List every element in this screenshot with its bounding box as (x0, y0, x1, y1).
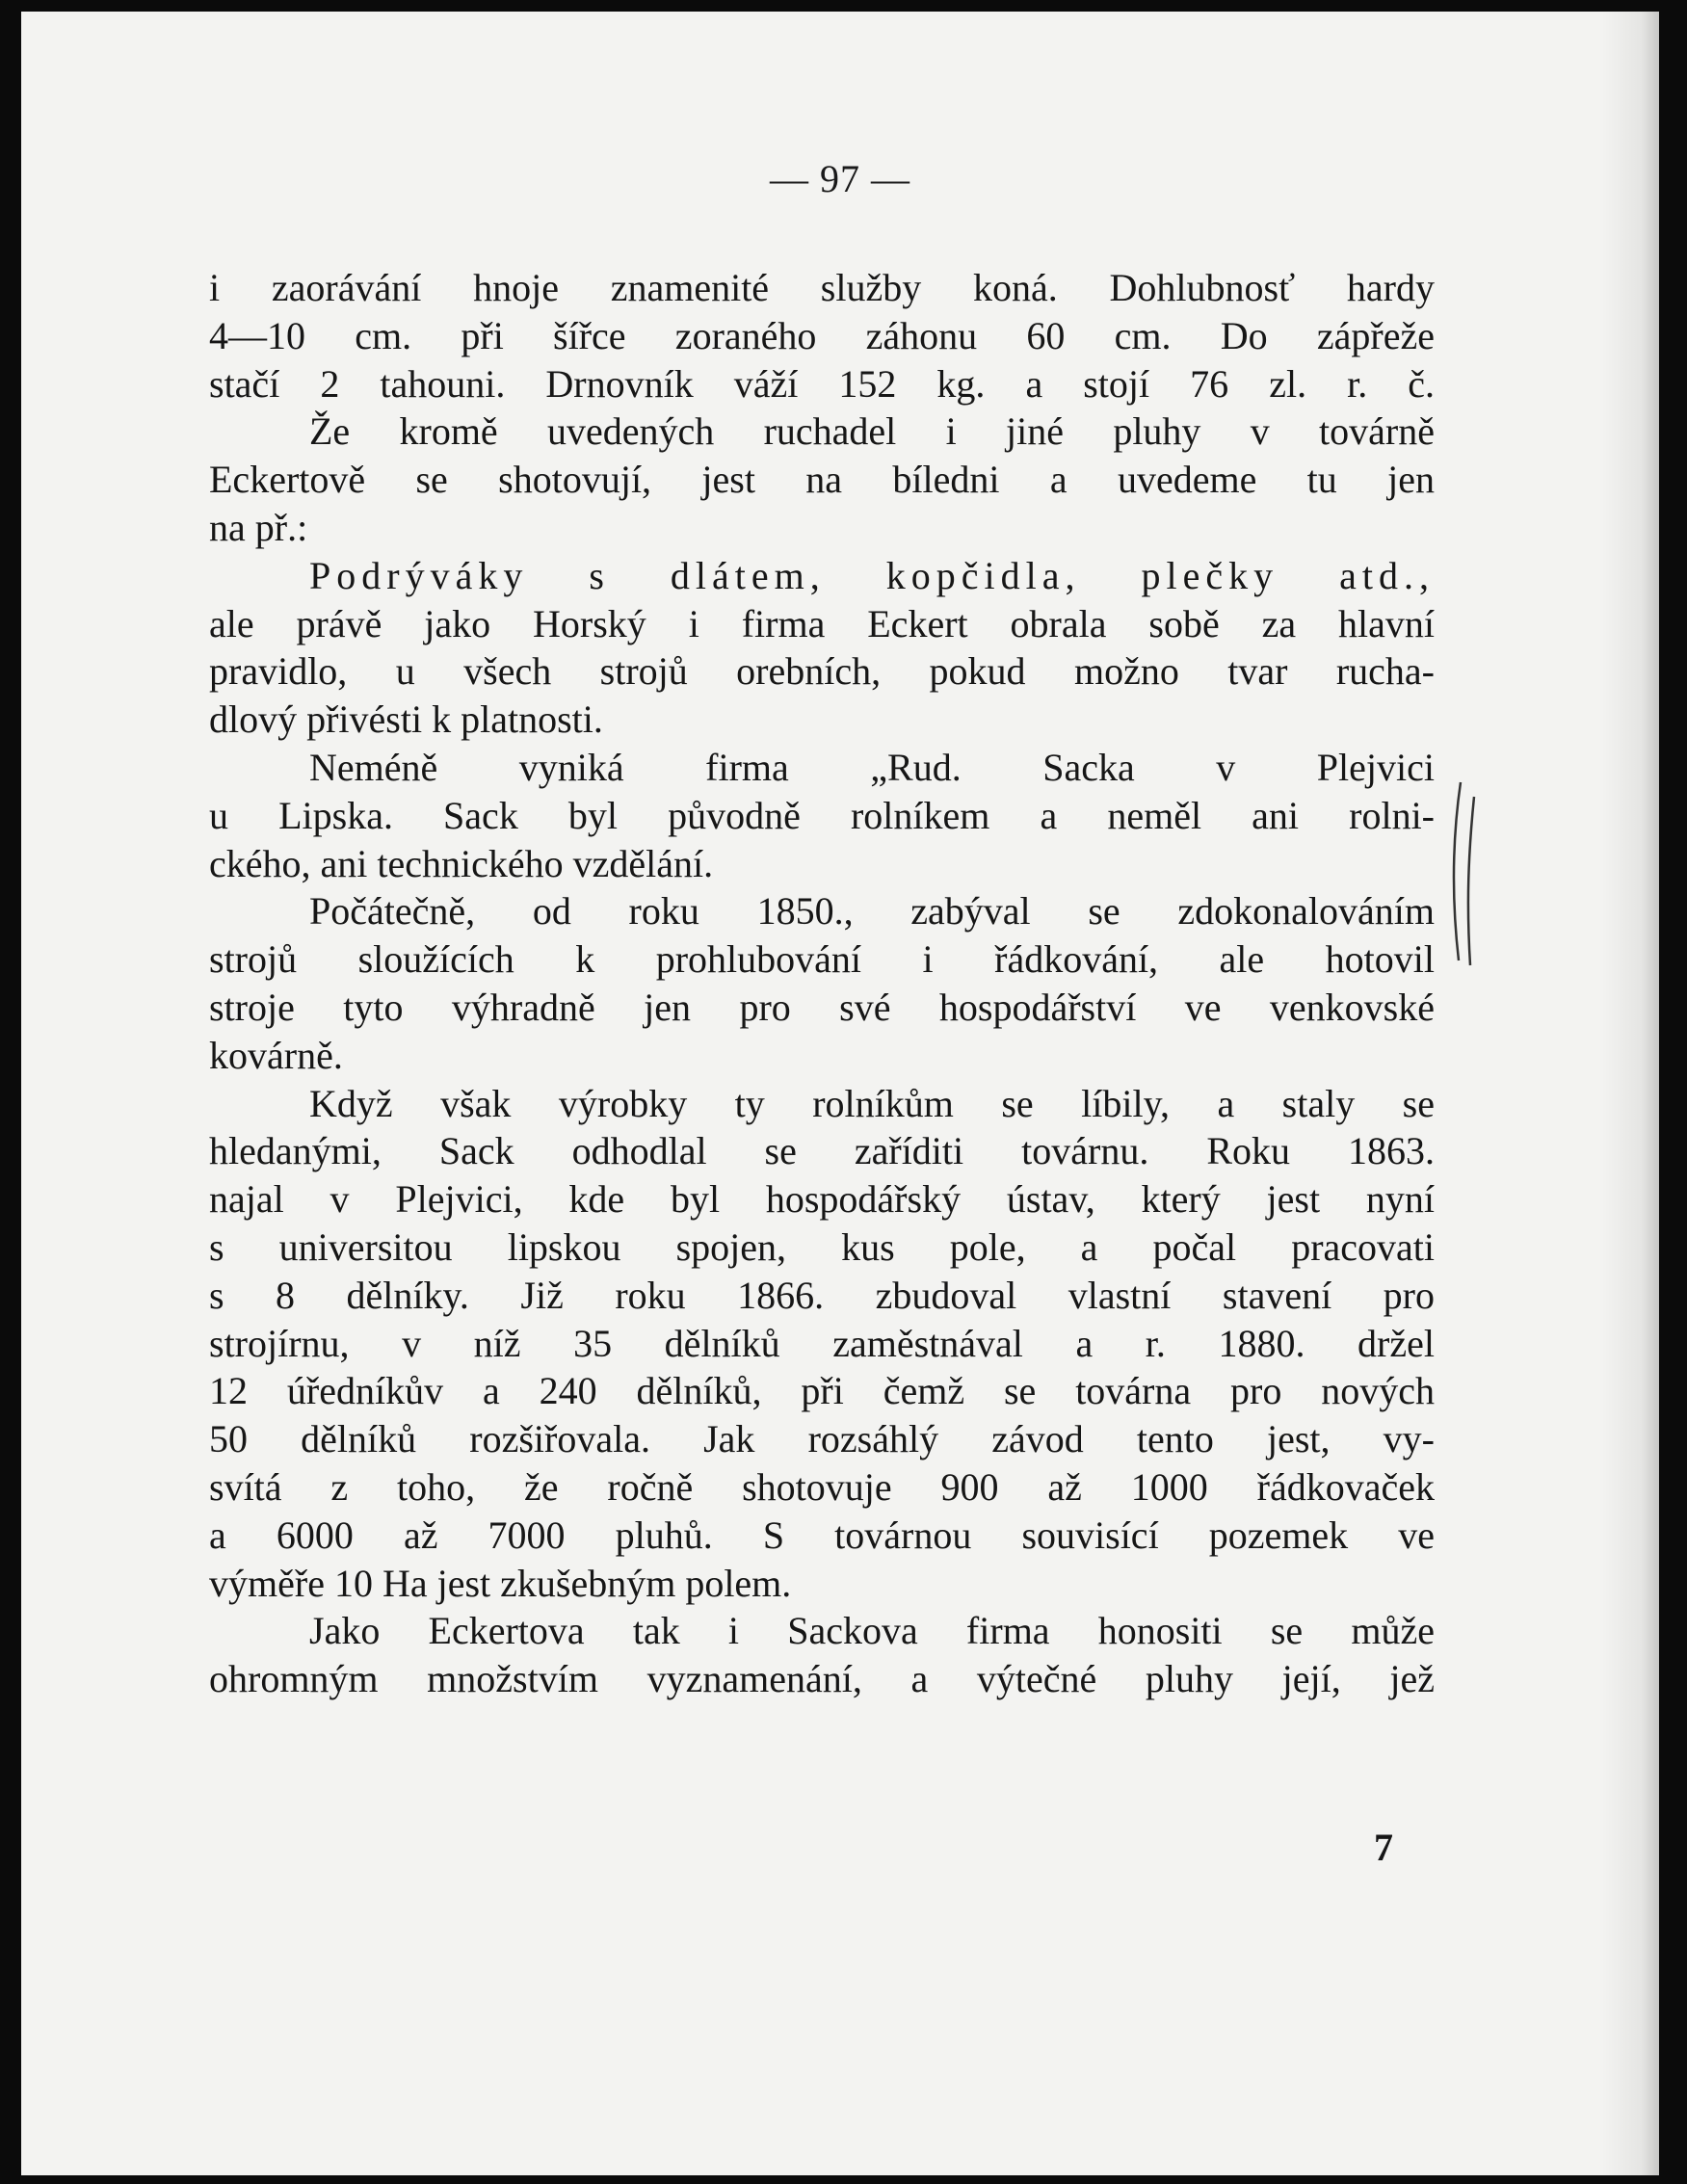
text-line-12: u Lipska. Sack byl původně rolníkem a neměl ani rolni- (209, 793, 1435, 837)
text-line-4: Že kromě uvedených ruchadel i jiné pluhy v továrně (309, 409, 1435, 454)
signature-mark: 7 (1374, 1826, 1393, 1869)
text-line-29: Jako Eckertova tak i Sackova firma honositi se může (309, 1609, 1435, 1653)
text-line-13: ckého, ani technického vzdělání. (209, 841, 714, 885)
text-line-30: ohromným množstvím vyznamenání, a výtečné pluhy její, jež (209, 1657, 1435, 1701)
text-line-3: stačí 2 tahouni. Drnovník váží 152 kg. a stojí 76 zl. r. č. (209, 361, 1435, 406)
text-line-24: 12 úředníkův a 240 dělníků, při čemž se továrna pro nových (209, 1369, 1435, 1413)
text-line-21: s universitou lipskou spojen, kus pole, a počal pracovati (209, 1224, 1435, 1269)
text-line-20: najal v Plejvici, kde byl hospodářský ústav, který jest nyní (209, 1177, 1435, 1222)
text-line-2: 4—10 cm. při šířce zoraného záhonu 60 cm. Do zápřeže (209, 313, 1435, 357)
text-line-10: dlový přivésti k platnosti. (209, 697, 603, 742)
text-line-22: s 8 dělníky. Již roku 1866. zbudoval vlastní stavení pro (209, 1273, 1435, 1317)
text-line-23: strojírnu, v níž 35 dělníků zaměstnával a r. 1880. držel (209, 1321, 1435, 1365)
text-line-14: Počátečně, od roku 1850., zabýval se zdokonalováním (309, 889, 1435, 934)
text-line-6: na př.: (209, 505, 308, 549)
text-line-8: ale právě jako Horský i firma Eckert obrala sobě za hlavní (209, 601, 1435, 645)
text-line-7: Podrýváky s dlátem, kopčidla, plečky atd., (309, 553, 1435, 597)
text-line-1: i zaorávání hnoje znamenité služby koná. Dohlubnosť hardy (209, 266, 1435, 309)
text-line-15: strojů sloužících k prohlubování i řádkování, ale hotovil (209, 937, 1435, 982)
text-line-26: svítá z toho, že ročně shotovuje 900 až 1000 řádkovaček (209, 1464, 1435, 1509)
text-line-11: Neméně vyniká firma „Rud. Sacka v Plejvici (309, 745, 1435, 789)
text-line-25: 50 dělníků rozšiřovala. Jak rozsáhlý závod tento jest, vy- (209, 1417, 1435, 1461)
text-line-27: a 6000 až 7000 pluhů. S továrnou souvisící pozemek ve (209, 1513, 1435, 1557)
book-page (21, 12, 1659, 2175)
text-line-9: pravidlo, u všech strojů orebních, pokud možno tvar rucha- (209, 649, 1435, 694)
text-line-28: výměře 10 Ha jest zkušebným polem. (209, 1561, 792, 1605)
page-edge-shadow (1601, 12, 1659, 2175)
text-line-5: Eckertově se shotovují, jest na bíledni a uvedeme tu jen (209, 458, 1435, 502)
page-number: — 97 — (770, 157, 910, 200)
text-line-19: hledanými, Sack odhodlal se zaříditi továrnu. Roku 1863. (209, 1129, 1435, 1173)
text-line-17: kovárně. (209, 1033, 343, 1077)
text-line-16: stroje tyto výhradně jen pro své hospodářství ve venkovské (209, 985, 1435, 1029)
pencil-margin-mark-icon (1447, 777, 1486, 970)
body-text (209, 264, 1435, 1703)
text-line-18: Když však výrobky ty rolníkům se líbily, a staly se (309, 1081, 1435, 1125)
